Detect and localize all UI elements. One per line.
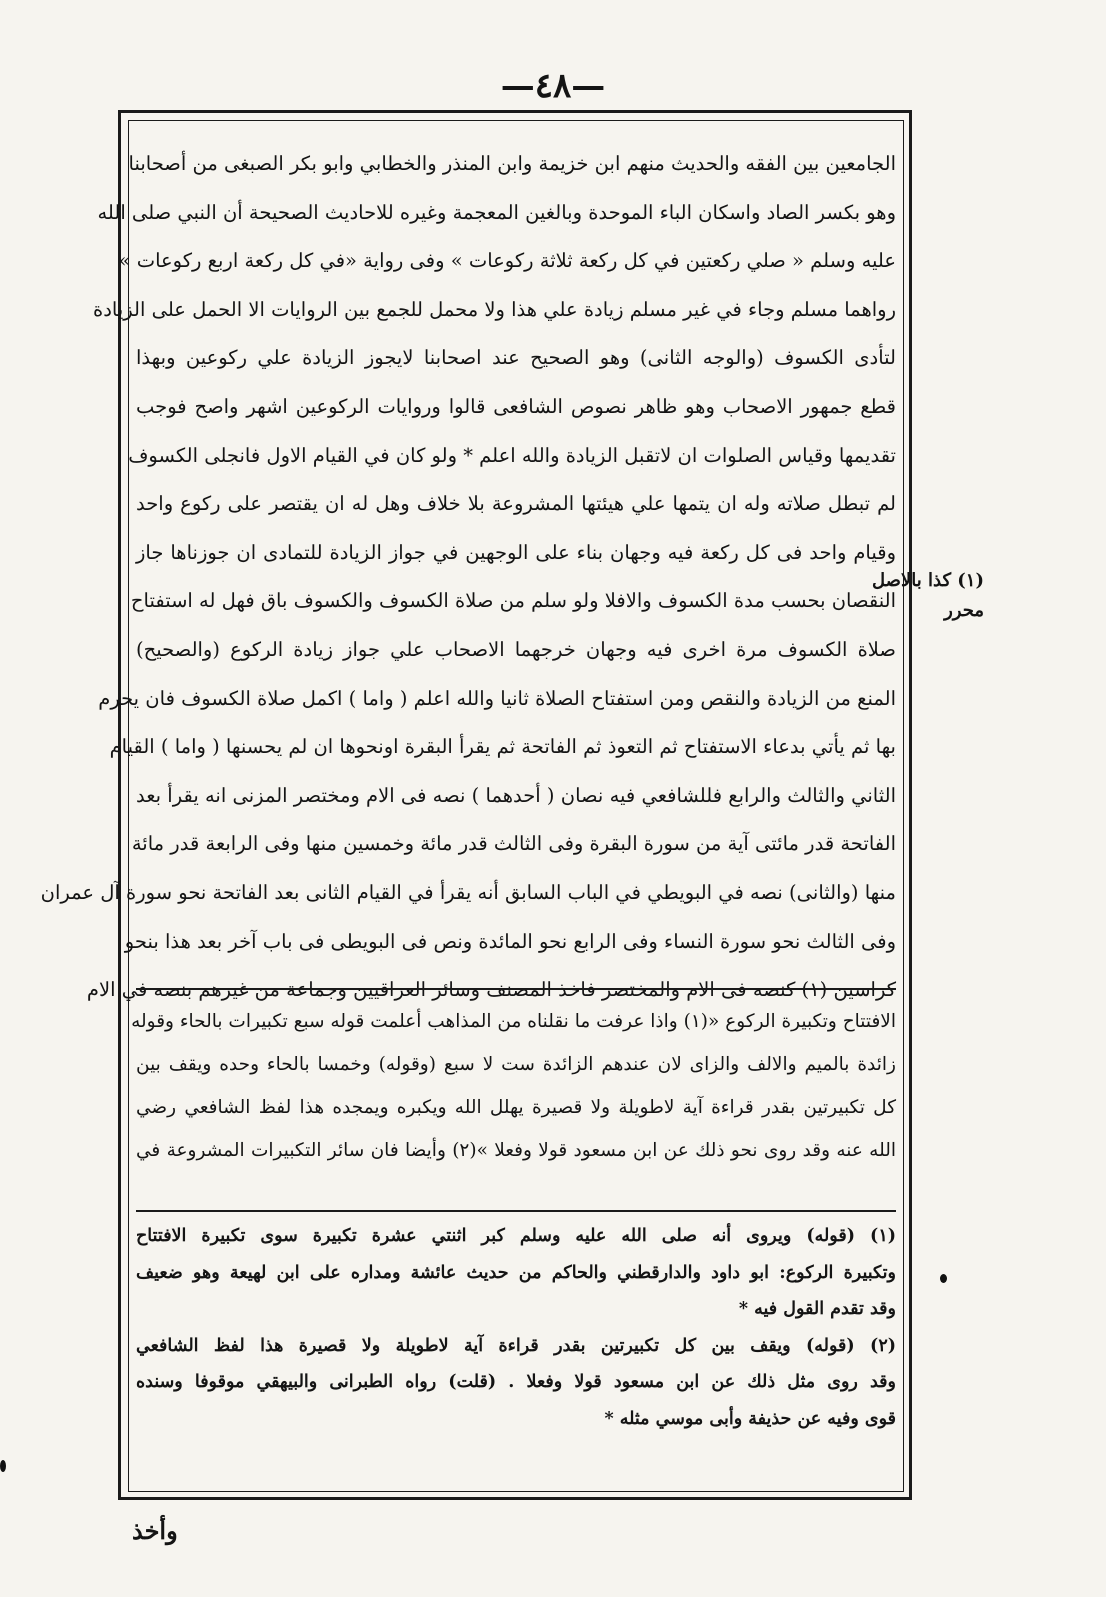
main-text-line: رواهما مسلم وجاء في غير مسلم زيادة علي هذا ولا محمل للجمع بين الروايات الا الحمل على الزيادة <box>93 297 896 321</box>
main-text-block <box>40 140 896 1015</box>
footnote-line: وقد تقدم القول فيه * <box>738 1299 896 1319</box>
main-text-line: قطع جمهور الاصحاب وهو ظاهر نصوص الشافعى قالوا وروايات الركوعين اشهر واصح فوجب <box>136 394 896 418</box>
commentary-text-block <box>131 1000 896 1172</box>
commentary-text-line: كل تكبيرتين بقدر قراءة آية لاطويلة ولا قصيرة يهلل الله ويكبره ويمجده هذا لفظ الشافعي رضي <box>136 1097 896 1118</box>
ink-speck <box>0 1460 6 1472</box>
main-text-line: النقصان بحسب مدة الكسوف والافلا ولو سلم من صلاة الكسوف والكسوف باق فهل له استفتاح <box>130 589 896 613</box>
main-text-line: كراسين (١) كنصه فى الام والمختصر فاخذ المصنف وسائر العراقيين وجماعة من غيرهم بنصه في الام <box>86 978 896 1002</box>
main-text-line: وهو بكسر الصاد واسكان الباء الموحدة وبالغين المعجمة وغيره للاحاديث الصحيحة أن النبي صلى الله <box>97 200 896 224</box>
footnotes-block <box>136 1218 896 1437</box>
footnote-line: قوى وفيه عن حذيفة وأبى موسي مثله * <box>604 1408 896 1429</box>
commentary-text-line: الافتتاح وتكبيرة الركوع «(١) واذا عرفت ما نقلناه من المذاهب أعلمت قوله سبع تكبيرات بالحاء وقوله <box>131 1011 896 1032</box>
footnote-line: (٢) (قوله) ويقف بين كل تكبيرتين بقدر قراءة آية لاطويلة ولا قصيرة هذا لفظ الشافعي <box>136 1335 896 1356</box>
main-text-line: صلاة الكسوف مرة اخرى فيه وجهان خرجهما الاصحاب علي جواز زيادة الركوع (والصحيح) <box>136 637 896 661</box>
main-text-line: الثاني والثالث والرابع فللشافعي فيه نصان ( أحدهما ) نصه فى الام ومختصر المزنى انه يقرأ بعد <box>136 783 896 807</box>
section-divider <box>136 988 896 990</box>
page-number: —٤٨— <box>500 66 606 106</box>
catchword: وأخذ <box>132 1516 178 1545</box>
main-text-line: منها (والثانى) نصه في البويطي في الباب السابق أنه يقرأ في القيام الثانى بعد الفاتحة نحو سورة آل عمران <box>40 880 896 904</box>
commentary-text-line: زائدة بالميم والالف والزاى لان عندهم الزائدة ست لا سبع (وقوله) وخمسا بالحاء وحده ويقف بين <box>136 1054 896 1075</box>
main-text-line: بها ثم يأتي بدعاء الاستفتاح ثم التعوذ ثم الفاتحة ثم يقرأ البقرة اونحوها ان لم يحسنها ( واما ) القيام <box>109 735 896 759</box>
main-text-line: المنع من الزيادة والنقص ومن استفتاح الصلاة ثانيا والله اعلم ( واما ) اكمل صلاة الكسوف فان يحرم <box>98 686 896 710</box>
main-text-line: تقديمها وقياس الصلوات ان لاتقبل الزيادة والله اعلم * ولو كان في القيام الاول فانجلى الكسوف <box>128 443 896 467</box>
margin-note-line: (١) كذا بالاصل <box>872 570 984 591</box>
commentary-text-line: الله عنه وقد روى نحو ذلك عن ابن مسعود قولا وفعلا »(٢) وأيضا فان سائر التكبيرات المشروعة في <box>136 1140 896 1161</box>
main-text-line: وقيام واحد فى كل ركعة فيه وجهان بناء على الوجهين في جواز الزيادة للتمادى ان جوزناها جاز <box>136 540 896 564</box>
margin-note-line: محرر <box>944 600 984 621</box>
main-text-line: الفاتحة قدر مائتى آية من سورة البقرة وفى الثالث قدر مائة وخمسين منها وفى الرابعة قدر مائة <box>131 832 896 856</box>
ink-speck <box>940 1274 947 1283</box>
main-text-line: لم تبطل صلاته وله ان يتمها علي هيئتها المشروعة بلا خلاف وهل له ان يقتصر على ركوع واحد <box>136 492 896 516</box>
main-text-line: الجامعين بين الفقه والحديث منهم ابن خزيمة وابن المنذر والخطابي وابو بكر الصبغى من أصحابنا <box>128 152 896 175</box>
footnote-divider <box>136 1210 896 1212</box>
footnote-line: وقد روى مثل ذلك عن ابن مسعود قولا وفعلا . (قلت) رواه الطبرانى والبيهقي موقوفا وسنده <box>136 1372 896 1392</box>
main-text-line: وفى الثالث نحو سورة النساء وفى الرابع نحو المائدة ونص فى البويطى فى باب آخر بعد هذا بنحو <box>124 929 896 953</box>
footnote-line: وتكبيرة الركوع: ابو داود والدارقطني والحاكم من حديث عائشة ومداره على ابن لهيعة وهو ضعيف <box>136 1262 896 1283</box>
margin-note <box>872 566 984 626</box>
main-text-line: عليه وسلم « صلي ركعتين في كل ركعة ثلاثة ركوعات » وفى رواية «في كل ركعة اربع ركوعات » <box>118 249 896 273</box>
main-text-line: لتأدى الكسوف (والوجه الثانى) وهو الصحيح عند اصحابنا لايجوز الزيادة علي ركوعين وبهذا <box>136 346 896 370</box>
footnote-line: (١) (قوله) ويروى أنه صلى الله عليه وسلم كبر اثنتي عشرة تكبيرة سوى تكبيرة الافتتاح <box>136 1226 896 1246</box>
